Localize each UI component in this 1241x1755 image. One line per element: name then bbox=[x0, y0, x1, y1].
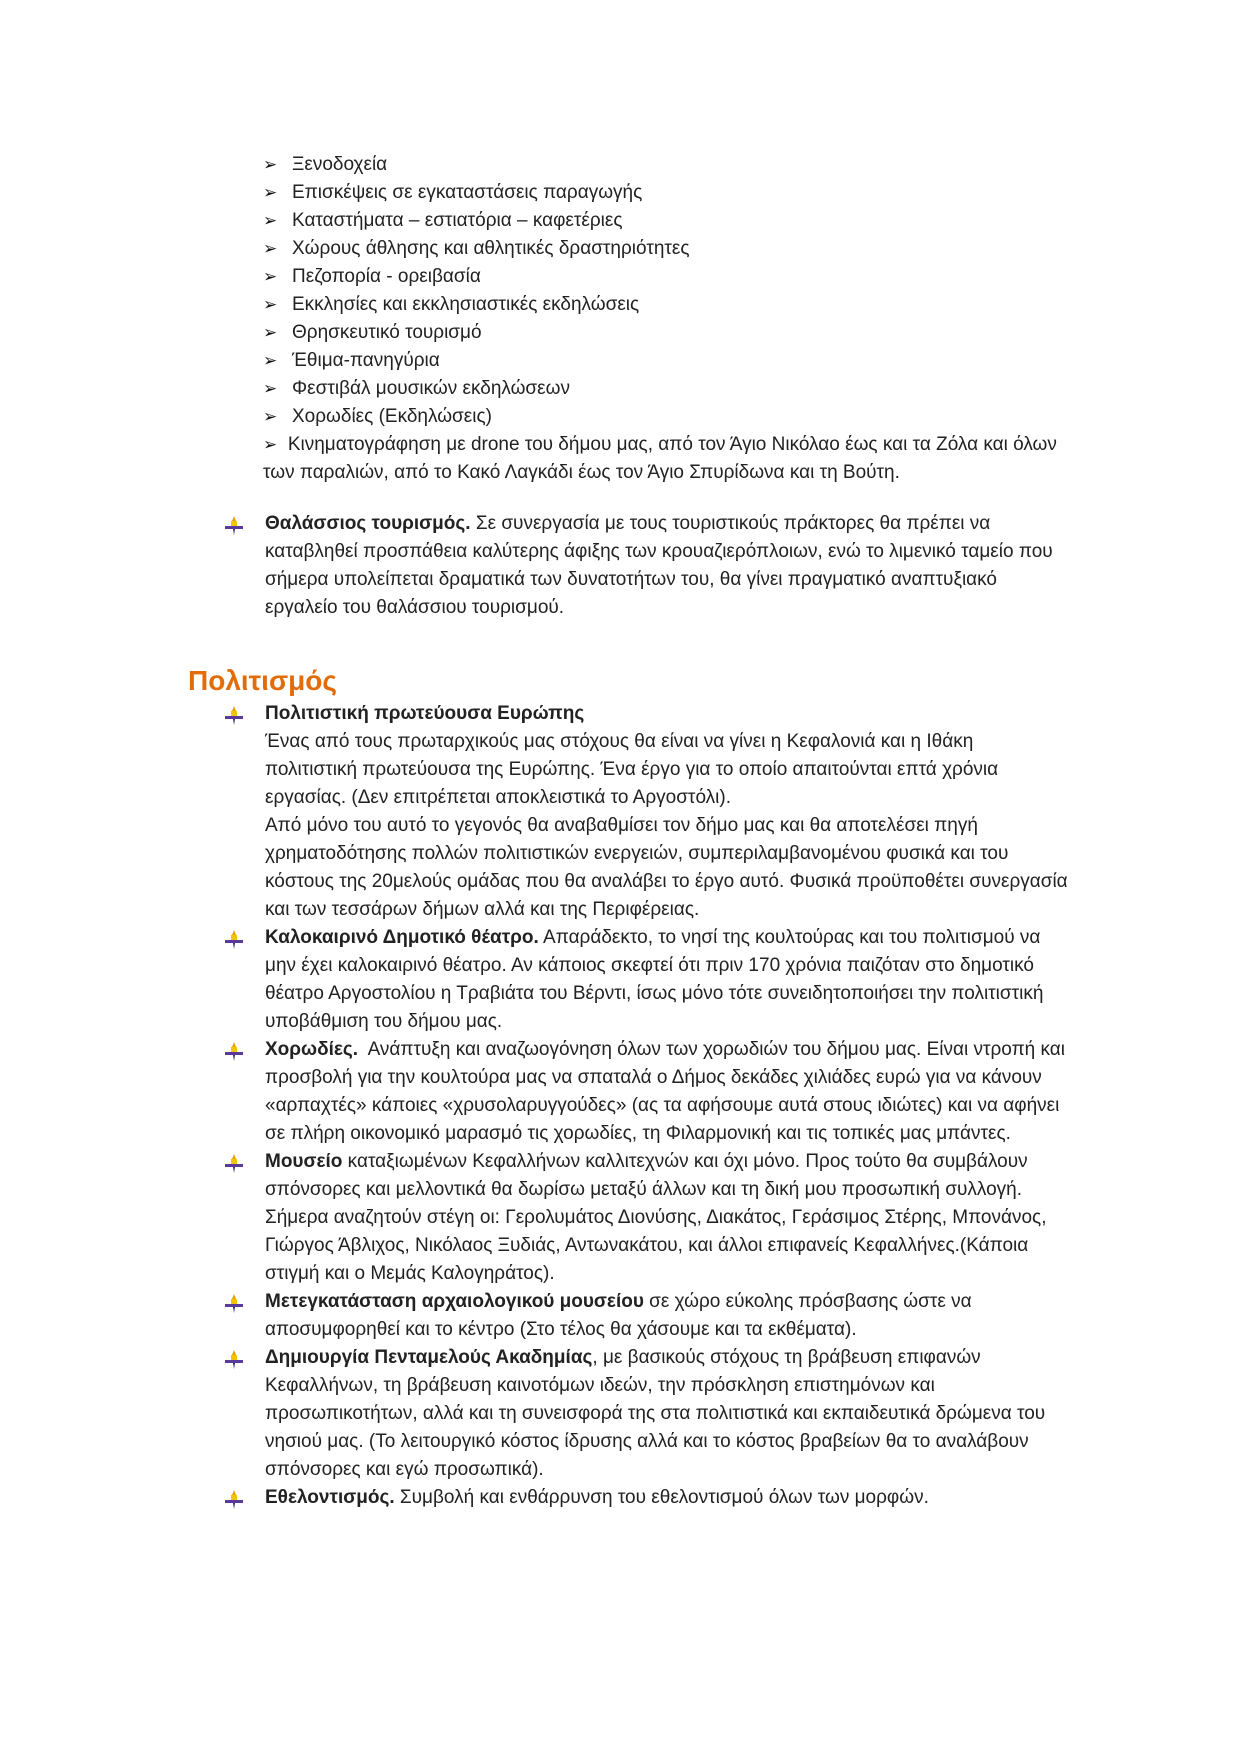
culture-item bbox=[220, 1288, 1070, 1344]
arrow-item-text: Φεστιβάλ μουσικών εκδηλώσεων bbox=[292, 378, 570, 399]
item-heading: Μουσείο bbox=[265, 1151, 343, 1172]
culture-list bbox=[220, 700, 1070, 1512]
arrow-item bbox=[263, 347, 1063, 375]
arrow-item-text: Καταστήματα – εστιατόρια – καφετέριες bbox=[292, 210, 623, 231]
arrow-bullet-icon: ➢ bbox=[263, 183, 278, 202]
arrow-item bbox=[263, 403, 1063, 431]
arrow-list bbox=[263, 151, 1063, 487]
item-heading: Χορωδίες. bbox=[265, 1039, 359, 1060]
arrow-bullet-icon: ➢ bbox=[263, 435, 278, 454]
arrow-item-text: Ξενοδοχεία bbox=[292, 154, 388, 175]
pushpin-bullet-icon bbox=[224, 1041, 244, 1061]
pushpin-bullet-icon bbox=[224, 1153, 244, 1173]
tourism-list bbox=[220, 510, 1070, 622]
pushpin-bullet-icon bbox=[224, 929, 244, 949]
arrow-item-text: Θρησκευτικό τουρισμό bbox=[292, 322, 482, 343]
culture-item bbox=[220, 700, 1070, 924]
culture-item bbox=[220, 1484, 1070, 1512]
arrow-item bbox=[263, 291, 1063, 319]
pushpin-bullet-icon bbox=[224, 705, 244, 725]
arrow-item bbox=[263, 151, 1063, 179]
arrow-bullet-icon: ➢ bbox=[263, 267, 278, 286]
pushpin-bullet-icon bbox=[224, 1489, 244, 1509]
arrow-bullet-icon: ➢ bbox=[263, 407, 278, 426]
arrow-item-text: Χορωδίες (Εκδηλώσεις) bbox=[292, 406, 492, 427]
pushpin-bullet-icon bbox=[224, 1293, 244, 1313]
item-text: καταξιωμένων Κεφαλλήνων καλλιτεχνών και όχι μόνο. Προς τούτο θα συμβάλουν σπόνσορες και μελλοντικά θα δωρίσω μεταξύ άλλων και τη δική μου προσωπική συλλογή. Σήμερα αναζητούν στέγη οι: Γερολυμάτος Διονύσης, Διακάτος, Γεράσιμος Στέρης, Μπονάνος, Γιώργος Άβλιχος, Νικόλαος Ξυδιάς, Αντωνακάτου, και άλλοι επιφανείς Κεφαλλήνες.(Κάποια στιγμή και ο Μεμάς Καλογηράτος). bbox=[265, 1151, 1047, 1284]
arrow-bullet-icon: ➢ bbox=[263, 155, 278, 174]
arrow-item bbox=[263, 263, 1063, 291]
item-heading: Εθελοντισμός. bbox=[265, 1487, 395, 1508]
arrow-item-text: Εκκλησίες και εκκλησιαστικές εκδηλώσεις bbox=[292, 294, 640, 315]
arrow-item bbox=[263, 235, 1063, 263]
item-heading: Δημιουργία Πενταμελούς Ακαδημίας bbox=[265, 1347, 593, 1368]
tourism-item bbox=[220, 510, 1070, 622]
item-text: Σε συνεργασία με τους τουριστικούς πράκτορες θα πρέπει να καταβληθεί προσπάθεια καλύτερης άφιξης των κρουαζιερόπλοιων, ενώ το λιμενικό ταμείο που σήμερα υπολείπεται δραματικά των δυνατοτήτων του, θα γίνει πραγματικό αναπτυξιακό εργαλείο του θαλάσσιου τουρισμού. bbox=[265, 513, 1053, 618]
pushpin-bullet-icon bbox=[224, 1349, 244, 1369]
arrow-bullet-icon: ➢ bbox=[263, 239, 278, 258]
arrow-item bbox=[263, 431, 1063, 487]
item-text: Ανάπτυξη και αναζωογόνηση όλων των χορωδιών του δήμου μας. Είναι ντροπή και προσβολή για την κουλτούρα μας να σπαταλά ο Δήμος δεκάδες χιλιάδες ευρώ για να κάνουν «αρπαχτές» κάποιες «χρυσολαρυγγούδες» (ας τα αφήσουμε αυτά στους ιδιώτες) και να αφήνει σε πλήρη οικονομικό μαρασμό τις χορωδίες, τη Φιλαρμονική και τις τοπικές μας μπάντες. bbox=[265, 1039, 1071, 1144]
pushpin-bullet-icon bbox=[224, 515, 244, 535]
item-heading: Καλοκαιρινό Δημοτικό θέατρο. bbox=[265, 927, 539, 948]
arrow-item-text: Επισκέψεις σε εγκαταστάσεις παραγωγής bbox=[292, 182, 643, 203]
arrow-bullet-icon: ➢ bbox=[263, 351, 278, 370]
arrow-item-text: Πεζοπορία - ορειβασία bbox=[292, 266, 481, 287]
arrow-item bbox=[263, 179, 1063, 207]
item-text: Συμβολή και ενθάρρυνση του εθελοντισμού όλων των μορφών. bbox=[394, 1487, 929, 1508]
item-text: , με βασικούς στόχους τη βράβευση επιφανών Κεφαλλήνων, τη βράβευση καινοτόμων ιδεών, την πρόσκληση επιστημόνων και προσωπικοτήτων, αλλά και τη συνεισφορά της στα πολιτιστικά και εκπαιδευτικά δρώμενα του νησιού μας. (Το λειτουργικό κόστος ίδρυσης αλλά και το κόστος βραβείων θα το αναλάβουν σπόνσορες και εγώ προσωπικά). bbox=[265, 1347, 1046, 1480]
item-heading: Θαλάσσιος τουρισμός. bbox=[265, 513, 471, 534]
arrow-item-text: Χώρους άθλησης και αθλητικές δραστηριότητες bbox=[292, 238, 690, 259]
item-paragraph: Ένας από τους πρωταρχικούς μας στόχους θα είναι να γίνει η Κεφαλονιά και η Ιθάκη πολιτιστική πρωτεύουσα της Ευρώπης. Ένα έργο για το οποίο απαιτούνται επτά χρόνια εργασίας. (Δεν επιτρέπεται αποκλειστικά το Αργοστόλι). bbox=[265, 731, 999, 808]
arrow-item bbox=[263, 375, 1063, 403]
arrow-bullet-icon: ➢ bbox=[263, 323, 278, 342]
arrow-bullet-icon: ➢ bbox=[263, 211, 278, 230]
culture-item bbox=[220, 1148, 1070, 1288]
arrow-item-text: Κινηματογράφηση με drone του δήμου μας, από τον Άγιο Νικόλαο έως και τα Ζόλα και όλων των παραλιών, από το Κακό Λαγκάδι έως τον Άγιο Σπυρίδωνα και τη Βούτη. bbox=[263, 434, 1057, 483]
item-heading: Μετεγκατάσταση αρχαιολογικού μουσείου bbox=[265, 1291, 644, 1312]
item-heading: Πολιτιστική πρωτεύουσα Ευρώπης bbox=[265, 703, 585, 724]
item-paragraph: Από μόνο του αυτό το γεγονός θα αναβαθμίσει τον δήμο μας και θα αποτελέσει πηγή χρηματοδότησης πολλών πολιτιστικών ενεργειών, συμπεριλαμβανομένου φυσικά και του κόστους της 20μελούς ομάδας που θα αναλάβει το έργο αυτό. Φυσικά προϋποθέτει συνεργασία και των τεσσάρων δήμων αλλά και της Περιφέρειας. bbox=[265, 815, 1068, 920]
culture-item bbox=[220, 1036, 1070, 1148]
culture-item bbox=[220, 1344, 1070, 1484]
arrow-bullet-icon: ➢ bbox=[263, 295, 278, 314]
item-text: Απαράδεκτο, το νησί της κουλτούρας και του πολιτισμού να μην έχει καλοκαιρινό θέατρο. Αν κάποιος σκεφτεί ότι πριν 170 χρόνια παιζόταν στο δημοτικό θέατρο Αργοστολίου η Τραβιάτα του Βέρντι, ίσως μόνο τότε συνειδητοποιήσει την πολιτιστική υποβάθμιση του δήμου μας. bbox=[265, 927, 1044, 1032]
arrow-item bbox=[263, 319, 1063, 347]
arrow-item bbox=[263, 207, 1063, 235]
arrow-bullet-icon: ➢ bbox=[263, 379, 278, 398]
arrow-item-text: Έθιμα-πανηγύρια bbox=[292, 350, 440, 371]
section-title: Πολιτισμός bbox=[188, 665, 337, 696]
item-text: σε χώρο εύκολης πρόσβασης ώστε να αποσυμφορηθεί και το κέντρο (Στο τέλος θα χάσουμε και τα εκθέματα). bbox=[265, 1291, 972, 1340]
culture-item bbox=[220, 924, 1070, 1036]
